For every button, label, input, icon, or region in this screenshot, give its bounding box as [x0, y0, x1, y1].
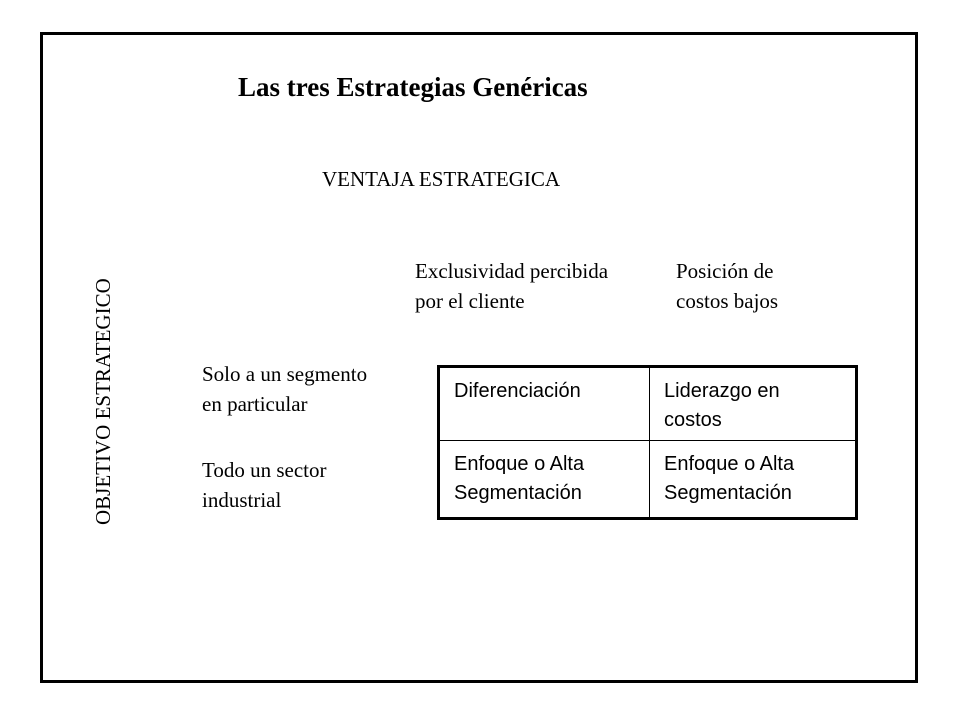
column-header-costos	[676, 256, 836, 316]
matrix-cell-line: Diferenciación	[454, 380, 581, 402]
row-header-line: en particular	[202, 392, 308, 416]
matrix-row	[439, 367, 857, 441]
slide-frame	[40, 32, 918, 683]
row-header-line: industrial	[202, 488, 282, 512]
matrix-cell-liderazgo	[650, 367, 857, 441]
matrix-cell-line: Segmentación	[664, 482, 792, 504]
row-header-line: Todo un sector	[202, 458, 327, 482]
column-header-line: Posición de	[676, 259, 774, 283]
strategy-matrix	[437, 365, 858, 520]
page-title: Las tres Estrategias Genéricas	[238, 72, 588, 102]
column-header-line: costos bajos	[676, 289, 779, 313]
column-header-exclusividad	[415, 256, 675, 316]
matrix-row	[439, 441, 857, 519]
column-header-line: Exclusividad percibida	[415, 259, 609, 283]
axis-label-objetivo: OBJETIVO ESTRATEGICO	[91, 278, 115, 525]
column-header-line: por el cliente	[415, 289, 525, 313]
matrix-cell-line: Segmentación	[454, 482, 582, 504]
matrix-cell-line: Liderazgo en	[664, 380, 780, 402]
matrix-cell-line: Enfoque o Alta	[664, 453, 795, 475]
row-header-segmento	[202, 359, 432, 419]
matrix-cell-enfoque-2	[650, 441, 857, 519]
row-header-sector	[202, 455, 432, 515]
matrix-cell-line: costos	[664, 409, 722, 431]
matrix-cell-line: Enfoque o Alta	[454, 453, 585, 475]
row-header-line: Solo a un segmento	[202, 362, 368, 386]
axis-label-ventaja: VENTAJA ESTRATEGICA	[322, 167, 561, 191]
matrix-cell-diferenciacion	[439, 367, 650, 441]
matrix-cell-enfoque-1	[439, 441, 650, 519]
